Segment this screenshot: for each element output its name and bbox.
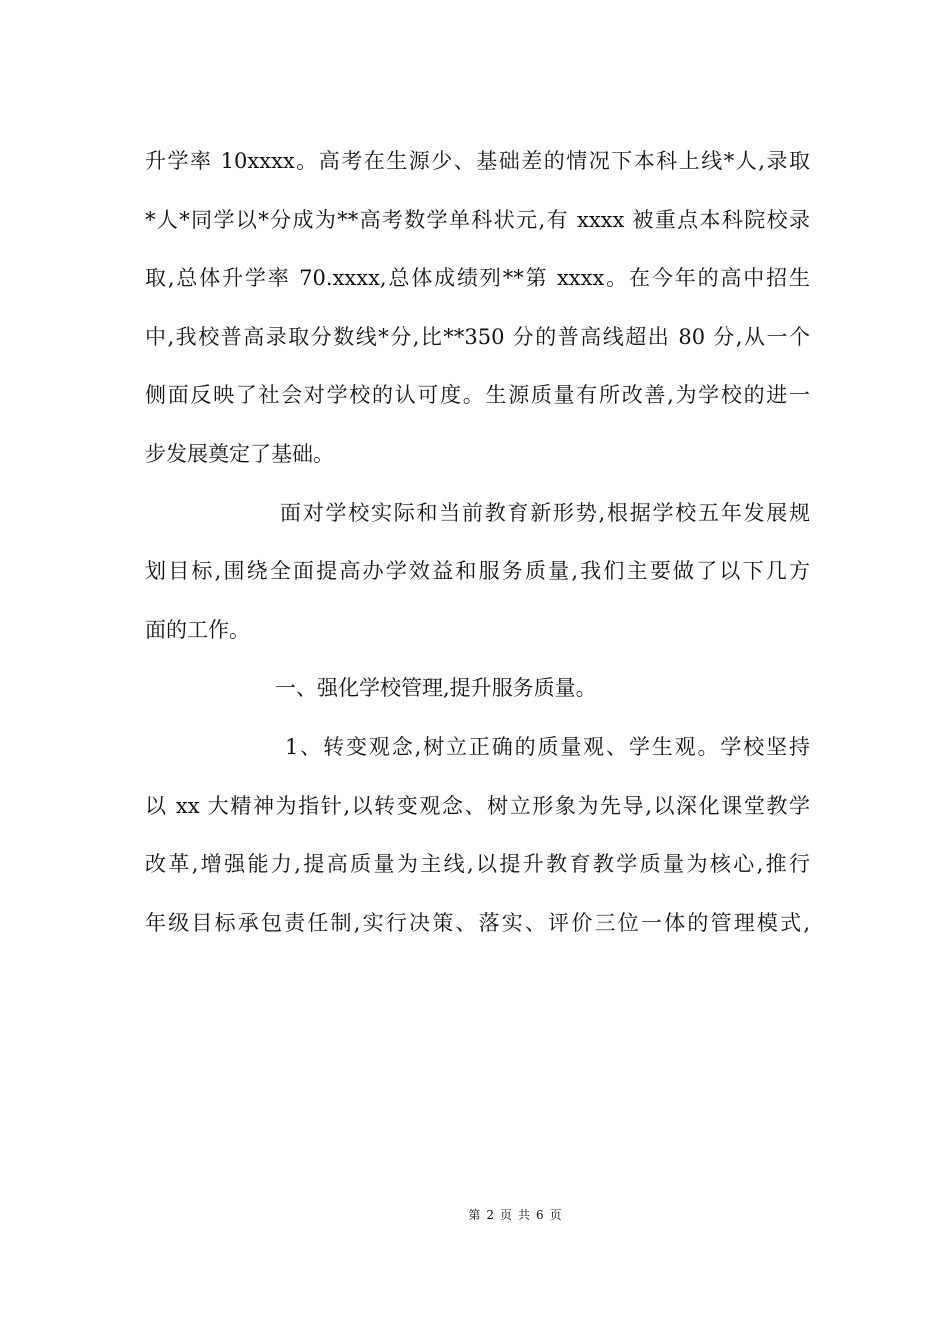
footer-prefix: 第: [468, 1208, 481, 1222]
text-line: *人*同学以*分成为**高考数学单科状元,有 xxxx 被重点本科院校录: [145, 207, 810, 232]
footer-total-pages: 6: [536, 1208, 544, 1222]
paragraph-start-line: 面对学校实际和当前教育新形势,根据学校五年发展规: [280, 500, 810, 525]
text-line: 年级目标承包责任制,实行决策、落实、评价三位一体的管理模式,: [145, 910, 810, 935]
text-line: 升学率 10xxxx。高考在生源少、基础差的情况下本科上线*人,录取: [145, 149, 810, 173]
footer-suffix: 页: [549, 1208, 562, 1222]
text-line: 面的工作。: [145, 617, 250, 642]
page-footer: [0, 1206, 950, 1224]
text-line: 步发展奠定了基础。: [145, 441, 334, 466]
text-line: 改革,增强能力,提高质量为主线,以提升教育教学质量为核心,推行: [145, 852, 810, 877]
text-line: 取,总体升学率 70.xxxx,总体成绩列**第 xxxx。在今年的高中招生: [145, 266, 810, 291]
footer-total-prefix: 共: [518, 1208, 531, 1222]
paragraph-start-line: 1、转变观念,树立正确的质量观、学生观。学校坚持: [285, 734, 810, 759]
footer-current-page: 2: [486, 1208, 494, 1222]
text-line: 中,我校普高录取分数线*分,比**350 分的普高线超出 80 分,从一个: [145, 324, 810, 349]
body-text: [145, 132, 810, 952]
footer-page-word: 页: [499, 1208, 512, 1222]
text-line: 侧面反映了社会对学校的认可度。生源质量有所改善,为学校的进一: [145, 383, 810, 408]
section-heading: 一、强化学校管理,提升服务质量。: [275, 676, 597, 701]
text-line: 以 xx 大精神为指针,以转变观念、树立形象为先导,以深化课堂教学: [145, 793, 810, 818]
text-line: 划目标,围绕全面提高办学效益和服务质量,我们主要做了以下几方: [145, 559, 810, 584]
